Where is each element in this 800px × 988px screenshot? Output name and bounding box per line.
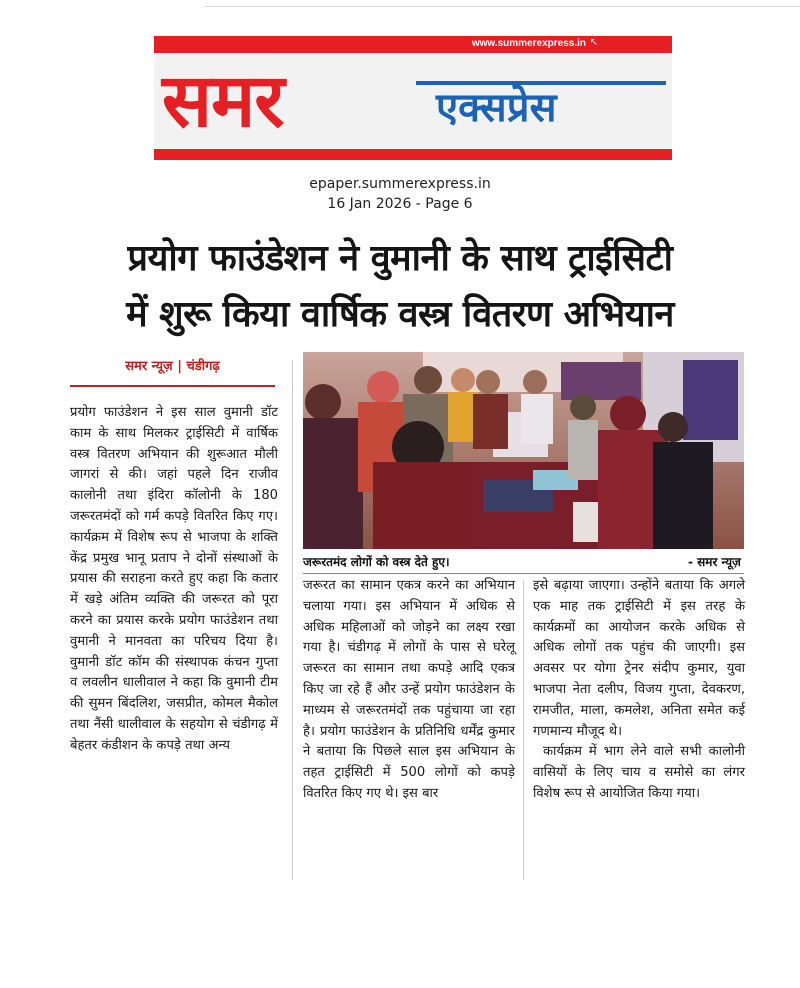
column-2-text: जरूरत का सामान एकत्र करने का अभियान चलाया गया। इस अभियान में अधिक से अधिक महिलाओं को जोड़ने का लक्ष्य रखा गया है। चंडीगढ़ में लोगों के पास से घरेलू जरूरत का सामान तथा कपड़े आदि एकत्र किए जा रहे हैं और उन्हें प्रयोग फाउंडेशन के माध्यम से जरूरतमंदों तक पहुंचाया जा रहा है। प्रयोग फाउंडेशन के प्रतिनिधि धर्मेंद्र कुमार ने बताया कि पिछले साल इस अभियान के तहत ट्राईसिटी में 500 लोगों को कपड़े वितरित किए गए थे। इस बार [303,578,515,801]
article-column-3 [533,576,745,805]
article-photo [303,352,744,549]
byline-rule [70,385,275,387]
masthead-express-block [416,77,666,133]
cursor-icon: ↖ [589,37,598,48]
top-border-line [205,0,800,7]
article-column-2 [303,576,515,805]
column-divider-2 [523,580,524,880]
photo-credit: - समर न्यूज़ [688,555,741,569]
caption-rule [303,573,744,574]
masthead-logo [154,36,672,164]
photo-illustration [303,352,744,549]
column-3-paragraph-2: कार्यक्रम में भाग लेने वाले सभी कालोनी वासियों के लिए चाय व समोसे का लंगर विशेष रूप से आयोजित किया गया। [533,744,745,801]
byline: समर न्यूज़ | चंडीगढ़ [125,359,220,374]
masthead-samar-text: समर [162,58,284,144]
masthead-top-bar [154,36,672,53]
masthead-bottom-bar [154,149,672,160]
epaper-site: epaper.summerexpress.in [309,176,491,192]
column-3-paragraph-1: इसे बढ़ाया जाएगा। उन्होंने बताया कि अगले एक माह तक ट्राईसिटी में इस तरह के कार्यक्रमों का आयोजन करके अधिक से अधिक लोगों तक पहुंच की जाएगी। इस अवसर पर योगा ट्रेनर संदीप कुमार, युवा भाजपा नेता दलीप, विजय गुप्ता, देवकरण, रामजीत, माला, कमलेश, अनिता समेत कई गणमान्य मौजूद थे। [533,578,745,739]
article-column-1 [70,403,278,757]
masthead-body [154,53,672,149]
headline-line-1: प्रयोग फाउंडेशन ने वुमानी के साथ ट्राईसिटी [127,238,673,279]
masthead-express-text: एक्सप्रेस [436,85,557,131]
headline-line-2: में शुरू किया वार्षिक वस्त्र वितरण अभियान [126,294,674,335]
masthead-url: www.summerexpress.in [471,38,586,49]
column-1-text: प्रयोग फाउंडेशन ने इस साल वुमानी डॉट काम के साथ मिलकर ट्राईसिटी में वार्षिक वस्त्र वितरण अभियान की शुरूआत मौली जागरां से की। जहां पहले दिन राजीव कालोनी तथा इंदिरा कॉलोनी के 180 जरूरतमंदों को गर्म कपड़े वितरित किए गए। कार्यक्रम में विशेष रूप से भाजपा के शक्ति केंद्र प्रमुख भानू प्रताप ने दोनों संस्थाओं के प्रयास की सराहना करते हुए कहा कि कतार में खड़े अंतिम व्यक्ति की जरूरत को पूरा करने का प्रयास करके प्रयोग फाउंडेशन तथा वुमानी ने मानवता का परिचय दिया है। वुमानी डॉट कॉम की संस्थापक कंचन गुप्ता व लवलीन धालीवाल ने कहा कि वुमानी टीम की सुमन बिंदलिश, जसप्रीत, कोमल मैकोल तथा नैंसी धालीवाल के सहयोग से चंडीगढ़ में बेहतर कंडीशन के कपड़े तथा अन्य [70,405,278,753]
photo-caption: जरूरतमंद लोगों को वस्त्र देते हुए। [303,555,450,569]
column-divider-1 [292,360,293,880]
edition-date-page: 16 Jan 2026 - Page 6 [327,196,473,212]
